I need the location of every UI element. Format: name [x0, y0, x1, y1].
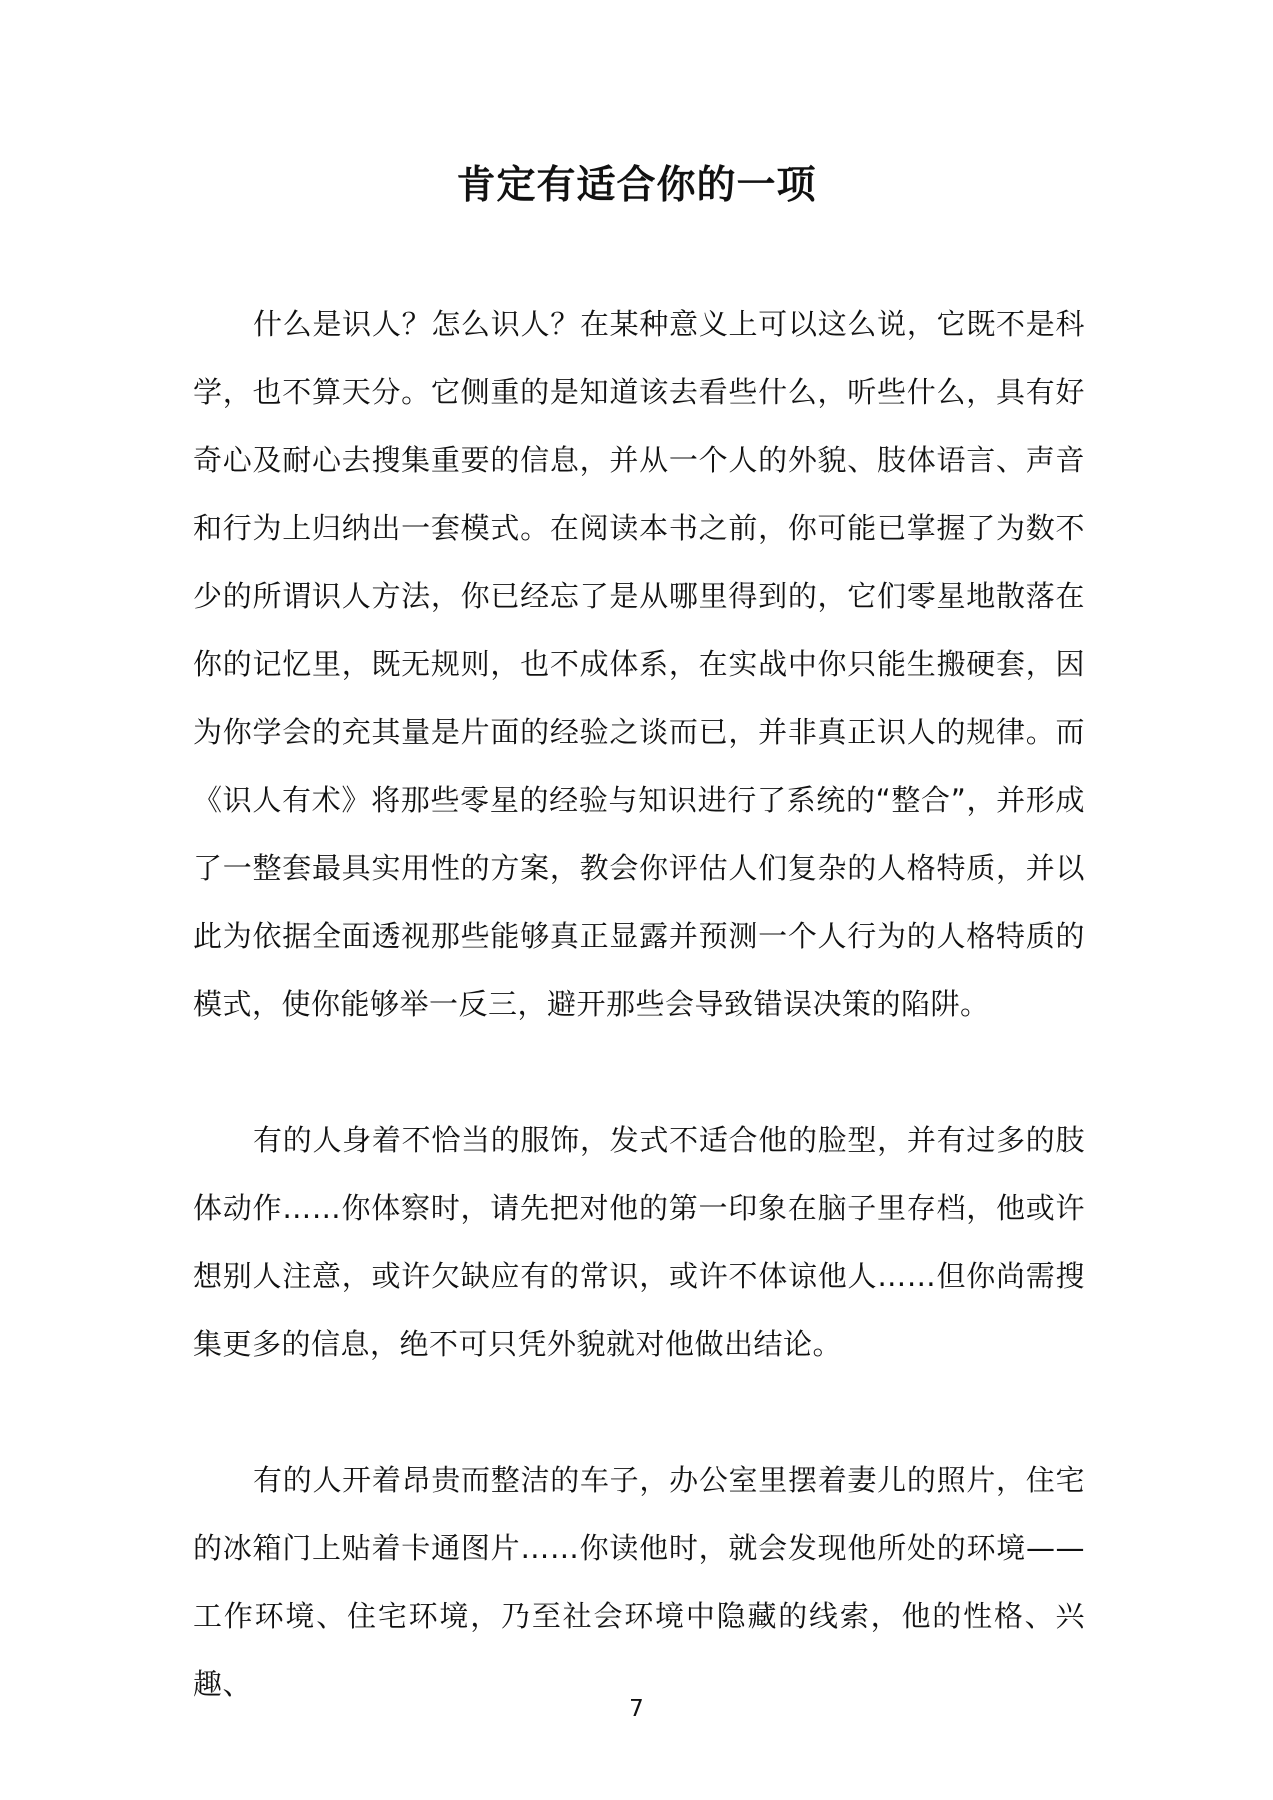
paragraph-1: 什么是识人？怎么识人？在某种意义上可以这么说，它既不是科学，也不算天分。它侧重的是知道该去看些什么，听些什么，具有好奇心及耐心去搜集重要的信息，并从一个人的外貌、肢体语言、声音和行为上归纳出一套模式。在阅读本书之前，你可能已掌握了为数不少的所谓识人方法，你已经忘了是从哪里得到的，它们零星地散落在你的记忆里，既无规则，也不成体系，在实战中你只能生搬硬套，因为你学会的充其量是片面的经验之谈而已，并非真正识人的规律。而《识人有术》将那些零星的经验与知识进行了系统的“整合”，并形成了一整套最具实用性的方案，教会你评估人们复杂的人格特质，并以此为依据全面透视那些能够真正显露并预测一个人行为的人格特质的模式，使你能够举一反三，避开那些会导致错误决策的陷阱。	[193, 307, 1085, 1021]
paragraph-3: 有的人开着昂贵而整洁的车子，办公室里摆着妻儿的照片，住宅的冰箱门上贴着卡通图片……你读他时，就会发现他所处的环境——工作环境、住宅环境，乃至社会环境中隐藏的线索，他的性格、兴趣、	[193, 1463, 1085, 1701]
page-title: 肯定有适合你的一项	[456, 163, 817, 208]
body-text	[193, 290, 1085, 1718]
page-number: 7	[629, 1696, 644, 1722]
paragraph-2: 有的人身着不恰当的服饰，发式不适合他的脸型，并有过多的肢体动作……你体察时，请先把对他的第一印象在脑子里存档，他或许想别人注意，或许欠缺应有的常识，或许不体谅他人……但你尚需搜集更多的信息，绝不可只凭外貌就对他做出结论。	[193, 1123, 1085, 1361]
